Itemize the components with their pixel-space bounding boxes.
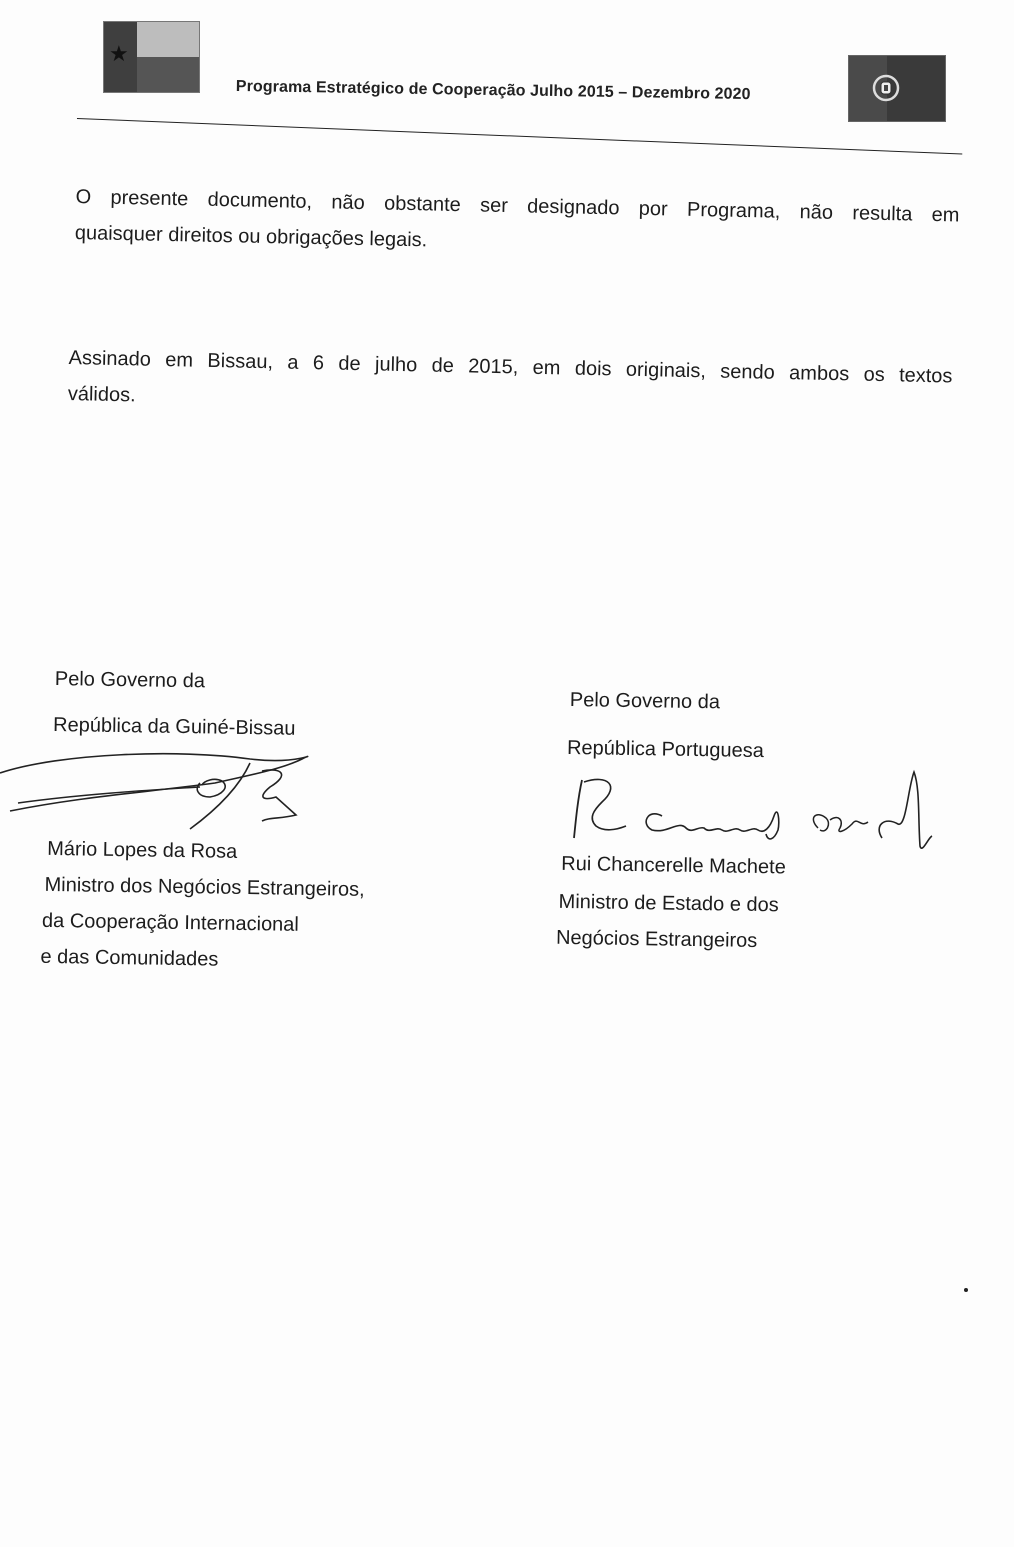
signing-paragraph <box>67 340 952 430</box>
right-gov-line-2: República Portuguesa <box>566 736 765 763</box>
portugal-coat-of-arms-icon <box>871 73 901 103</box>
header-divider <box>77 118 962 155</box>
right-signer-title-1: Ministro de Estado e dos <box>558 890 779 917</box>
right-signer-title-2: Negócios Estrangeiros <box>555 926 758 952</box>
signing-line-2: válidos. <box>67 382 136 407</box>
scan-speck <box>964 1288 968 1292</box>
portugal-flag-icon <box>848 55 946 122</box>
disclaimer-line-1: O presente documento, não obstante ser designado por Programa, não resulta em <box>75 185 960 227</box>
portugal-minister-signature <box>568 768 938 858</box>
guinea-bissau-flag-icon: ★ <box>103 21 200 93</box>
left-gov-line-2: República da Guiné-Bissau <box>52 713 296 740</box>
disclaimer-paragraph <box>74 179 959 269</box>
left-gov-line-1: Pelo Governo da <box>54 668 206 693</box>
guinea-bissau-minister-signature <box>0 745 330 835</box>
left-signer-name: Mário Lopes da Rosa <box>46 837 238 863</box>
right-signer-name: Rui Chancerelle Machete <box>561 852 786 879</box>
header-title: Programa Estratégico de Cooperação Julho 2015 – Dezembro 2020 <box>235 78 751 104</box>
signing-line-1: Assinado em Bissau, a 6 de julho de 2015, em dois originais, sendo ambos os textos <box>68 346 953 388</box>
right-gov-line-1: Pelo Governo da <box>569 689 721 714</box>
left-signer-title-2: da Cooperação Internacional <box>41 909 300 936</box>
left-signer-title-3: e das Comunidades <box>40 945 219 971</box>
disclaimer-line-2: quaisquer direitos ou obrigações legais. <box>74 221 428 252</box>
left-signer-title-1: Ministro dos Negócios Estrangeiros, <box>44 873 365 901</box>
